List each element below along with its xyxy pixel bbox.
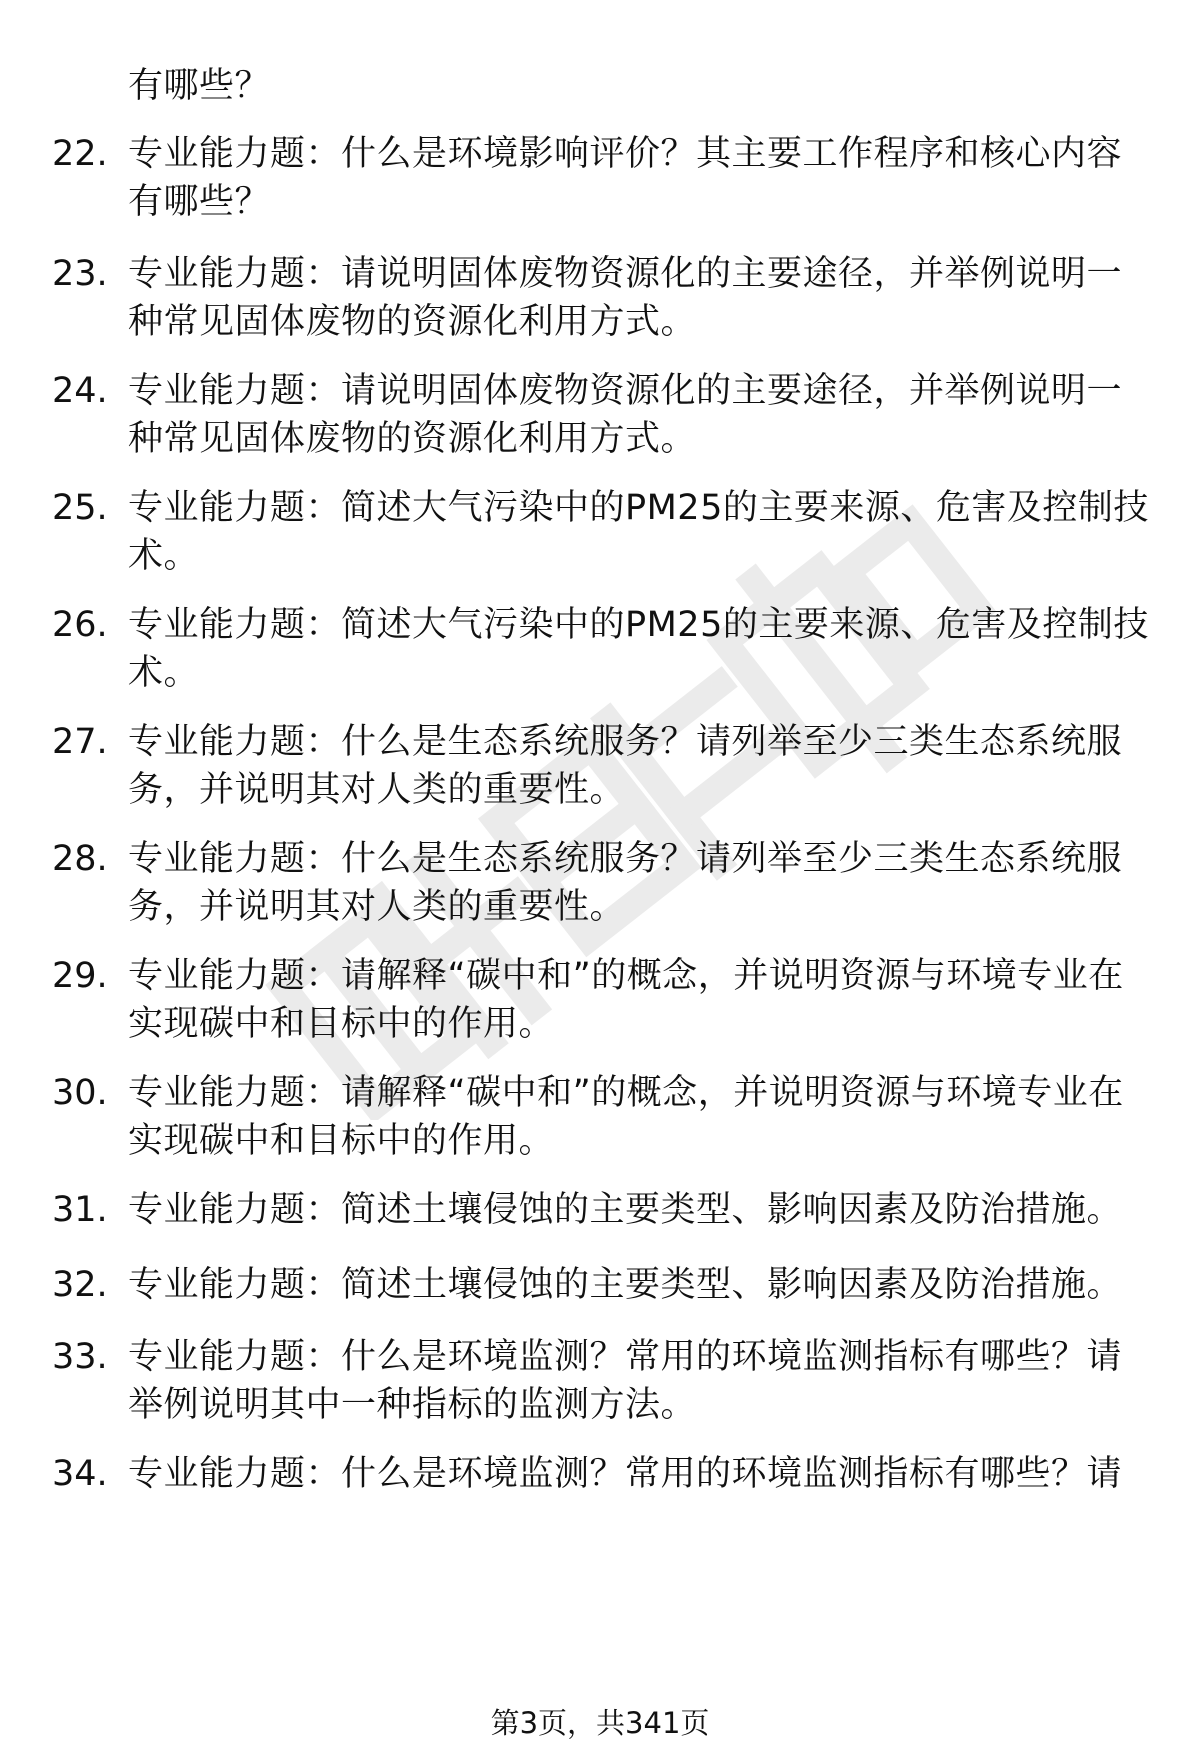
page-footer: 第3页，共341页 <box>490 1706 710 1740</box>
question-text: 专业能力题：什么是生态系统服务？请列举至少三类生态系统服务，并说明其对人类的重要性。 <box>128 722 1123 810</box>
question-text: 专业能力题：什么是环境影响评价？其主要工作程序和核心内容有哪些？ <box>128 134 1123 222</box>
question-number: 28. <box>52 839 108 879</box>
question-number: 34. <box>52 1454 108 1494</box>
question-text: 专业能力题：请解释“碳中和”的概念，并说明资源与环境专业在实现碳中和目标中的作用。 <box>128 956 1124 1044</box>
question-number: 23. <box>52 254 108 294</box>
question-text: 专业能力题：请说明固体废物资源化的主要途径，并举例说明一种常见固体废物的资源化利用方式。 <box>128 371 1123 459</box>
question-number: 30. <box>52 1073 108 1113</box>
question-text: 专业能力题：什么是环境监测？常用的环境监测指标有哪些？请举例说明其中一种指标的监测方法。 <box>128 1337 1123 1425</box>
question-text: 专业能力题：请解释“碳中和”的概念，并说明资源与环境专业在实现碳中和目标中的作用。 <box>128 1073 1124 1161</box>
question-number: 24. <box>52 371 108 411</box>
continuation-text: 有哪些？ <box>128 66 271 106</box>
question-number: 31. <box>52 1190 108 1230</box>
question-text: 专业能力题：什么是环境监测？常用的环境监测指标有哪些？请 <box>128 1454 1123 1494</box>
question-text: 专业能力题：简述大气污染中的PM25的主要来源、危害及控制技术。 <box>128 605 1149 693</box>
question-number: 33. <box>52 1337 108 1377</box>
question-number: 27. <box>52 722 108 762</box>
question-number: 29. <box>52 956 108 996</box>
question-number: 25. <box>52 488 108 528</box>
question-text: 专业能力题：简述土壤侵蚀的主要类型、影响因素及防治措施。 <box>128 1265 1123 1305</box>
question-text: 专业能力题：什么是生态系统服务？请列举至少三类生态系统服务，并说明其对人类的重要性。 <box>128 839 1123 927</box>
question-number: 26. <box>52 605 108 645</box>
question-text: 专业能力题：简述大气污染中的PM25的主要来源、危害及控制技术。 <box>128 488 1149 576</box>
question-text: 专业能力题：简述土壤侵蚀的主要类型、影响因素及防治措施。 <box>128 1190 1123 1230</box>
question-text: 专业能力题：请说明固体废物资源化的主要途径，并举例说明一种常见固体废物的资源化利用方式。 <box>128 254 1123 342</box>
question-number: 22. <box>52 134 108 174</box>
question-number: 32. <box>52 1265 108 1305</box>
